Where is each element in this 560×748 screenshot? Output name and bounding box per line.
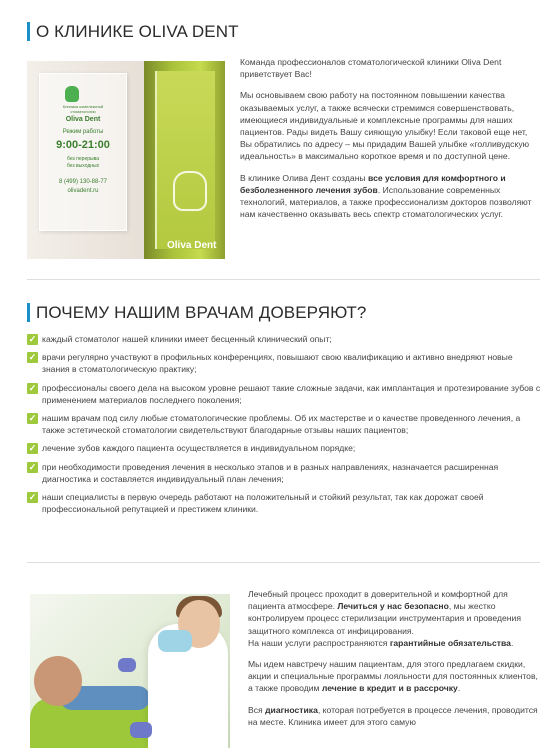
about-conditions: В клинике Олива Дент созданы все условия для комфортного и безболезненного лечения зубов. Использование современных технологий, материалов, а также профессионализм докторов позволяют нам качественно оказывать весь спектр стоматологических услуг. <box>240 172 532 220</box>
about-title: О КЛИНИКЕ OLIVA DENT <box>27 22 239 41</box>
trust-list <box>27 333 542 521</box>
plaque-nobreak: без перерыва <box>67 156 99 162</box>
plaque-site: olivadent.ru <box>67 188 99 194</box>
patient <box>34 656 82 706</box>
list-item: ✓ врачи регулярно участвуют в профильных конференциях, повышают свою квалификацию и активно внедряют новые знания в стоматологическую практику; <box>28 352 513 375</box>
process-paragraph: Вся диагностика, которая потребуется в процессе лечения, проводится на месте. Клиника имеет для этого самую <box>248 704 538 727</box>
section-divider <box>27 279 540 280</box>
list-item: ✓ каждый стоматолог нашей клиники имеет бесценный клинический опыт; <box>28 334 332 344</box>
plaque-phone: 8 (499) 130-88-77 <box>58 179 108 185</box>
checkmark-icon: ✓ <box>28 492 37 503</box>
clinic-entrance-image <box>27 61 225 259</box>
list-item: ✓ лечение зубов каждого пациента осуществляется в индивидуальном порядке; <box>28 443 356 454</box>
about-intro: Команда профессионалов стоматологической клиники Oliva Dent приветствует Вас! <box>240 57 502 80</box>
tooth-logo-icon <box>173 171 207 211</box>
plaque-noweekend: без выходных <box>66 163 100 169</box>
list-item: ✓ нашим врачам под силу любые стоматологические проблемы. Об их мастерстве и о качестве проведенного лечения, а также эстетической стоматологии свидетельствуют благодарные отзывы наших пациентов; <box>28 413 521 436</box>
list-item: ✓ при необходимости проведения лечения в несколько этапов и в разных направлениях, назначается расширенная диагностика и составляется индивидуальный план лечения; <box>28 461 499 484</box>
list-item: ✓ наши специалисты в первую очередь работают на положительный и стойкий результат, так как дорожат своей профессиональной репутацией и престижем клиники. <box>28 492 484 515</box>
dentist-treatment-image <box>30 594 230 748</box>
plaque-brand: Oliva Dent <box>65 116 101 123</box>
plaque-hours: 9:00-21:00 <box>56 139 110 151</box>
checkmark-icon: ✓ <box>28 443 37 454</box>
clinic-door <box>155 71 215 249</box>
clinic-plaque <box>39 73 127 231</box>
checkmark-icon: ✓ <box>28 334 37 344</box>
trust-title: ПОЧЕМУ НАШИМ ВРАЧАМ ДОВЕРЯЮТ? <box>27 303 366 322</box>
checkmark-icon: ✓ <box>28 413 37 424</box>
plaque-line: Клиника комплексной <box>62 104 104 109</box>
door-logo-text: Oliva Dent <box>167 240 217 251</box>
checkmark-icon: ✓ <box>28 352 37 363</box>
process-text <box>248 588 540 737</box>
about-paragraph: Мы основываем свою работу на постоянном повышении качества оказываемых услуг, а также всячески стремимся совершенствовать, имеющиеся индивидуальные и комплексные программы для наших пациентов. Рады видеть Вашу сияющую улыбку! Если таковой еще нет, Вы обратились по адресу – мы придадим Вашей улыбке «голливудскую идеальность» в максимально короткое время и по доступной цене. <box>240 90 530 162</box>
about-text <box>240 56 540 229</box>
process-paragraph: Мы идем навстречу нашим пациентам, для этого предлагаем скидки, акции и специальные программы лояльности для постоянных клиентов, а также проводим лечение в кредит и в рассрочку. <box>248 659 538 694</box>
plaque-tooth-icon <box>65 86 79 102</box>
list-item: ✓ профессионалы своего дела на высоком уровне решают такие сложные задачи, как имплантация и протезирование зубов с применением материалов последнего поколения; <box>28 382 541 405</box>
section-divider <box>27 562 540 563</box>
plaque-hours-label: Режим работы <box>62 129 104 135</box>
checkmark-icon: ✓ <box>28 461 37 472</box>
plaque-line: стоматологии <box>70 109 96 114</box>
checkmark-icon: ✓ <box>28 382 37 393</box>
process-paragraph: Лечебный процесс проходит в доверительной и комфортной для пациента атмосфере. Лечиться у нас безопасно, мы жестко контролируем процесс стерилизации инструментария и проведения защитного комплекса от инфицирования. На наши услуги распространяются гарантийные обязательства. <box>248 589 521 648</box>
